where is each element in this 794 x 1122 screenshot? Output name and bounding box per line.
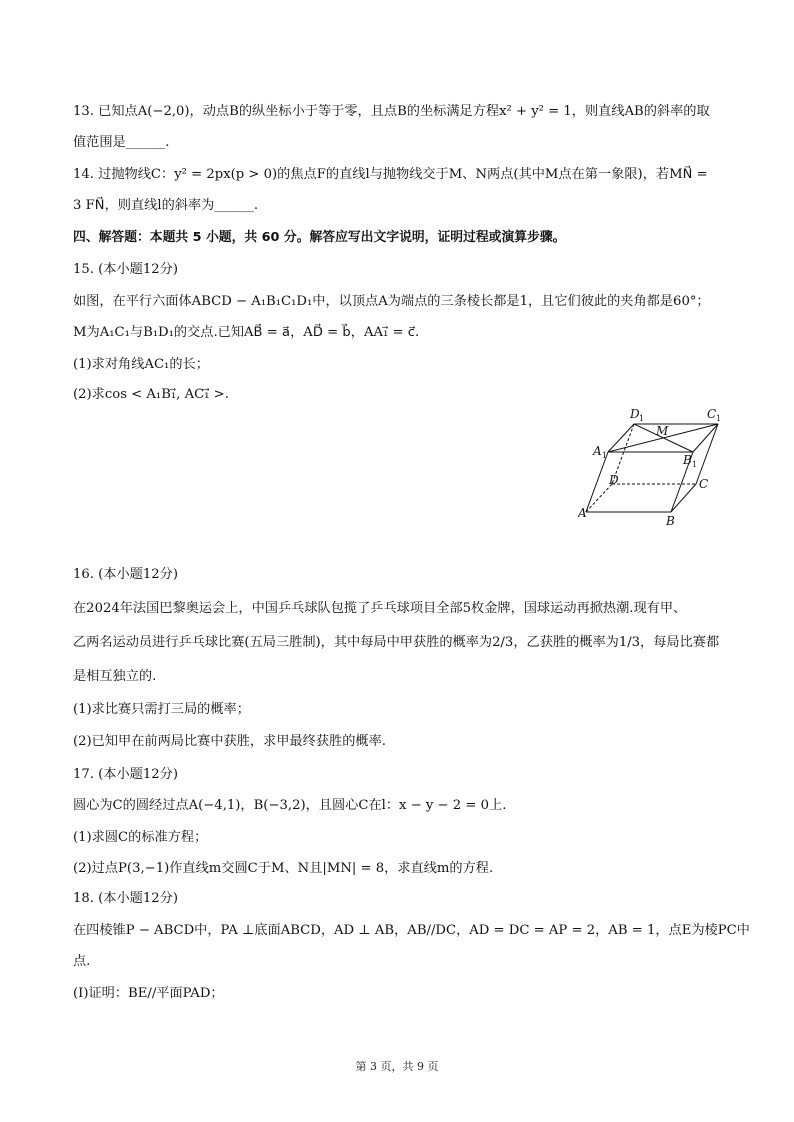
label-m: M	[656, 424, 669, 438]
page-footer: 第 3 页，共 9 页	[355, 1060, 439, 1073]
q15-line1: 如图，在平行六面体ABCD − A₁B₁C₁D₁中，以顶点A为端点的三条棱长都是1，且它们彼此的夹角都是60°；	[73, 294, 710, 309]
label-c1: C	[707, 407, 717, 421]
q18-line1: 在四棱锥P − ABCD中，PA ⊥底面ABCD，AD ⊥ AB，AB//DC，AD = DC = AP = 2，AB = 1，点E为棱PC中	[73, 923, 750, 938]
q18-title: 18. (本小题12分)	[73, 891, 178, 906]
q14-line2: 3 FN⃗，则直线l的斜率为______.	[73, 198, 259, 213]
q13-line1: 13. 已知点A(−2,0)，动点B的纵坐标小于等于零，且点B的坐标满足方程x² + y² = 1，则直线AB的斜率的取	[73, 104, 710, 119]
q15-part2: (2)求cos < A₁B₁⃗, AC₁⃗ >.	[73, 387, 229, 402]
edge-bc	[671, 484, 696, 512]
section-heading: 四、解答题：本题共 5 小题，共 60 分。解答应写出文字说明，证明过程或演算步骤。	[73, 230, 566, 245]
q15-part1: (1)求对角线AC₁的长；	[73, 357, 209, 372]
label-d1: D	[630, 407, 640, 421]
q14-line1: 14. 过抛物线C：y² = 2px(p > 0)的焦点F的直线l与抛物线交于M、N两点(其中M点在第一象限)，若MN⃗ =	[73, 167, 708, 182]
q18-line2: 点.	[73, 954, 91, 969]
q16-title: 16. (本小题12分)	[73, 567, 178, 582]
q16-line1: 在2024年法国巴黎奥运会上，中国乒乓球队包揽了乒乓球项目全部5枚金牌，国球运动再掀热潮.现有甲、	[73, 601, 687, 616]
edge-ad-hidden	[586, 484, 612, 512]
q16-line3: 是相互独立的.	[73, 669, 157, 684]
q16-line2: 乙两名运动员进行乒乓球比赛(五局三胜制)，其中每局中甲获胜的概率为2/3，乙获胜的概率为1/3，每局比赛都	[73, 635, 720, 650]
edge-c1c	[696, 424, 718, 484]
q15-title: 15. (本小题12分)	[73, 262, 178, 277]
parallelepiped-figure	[578, 402, 728, 530]
q16-part2: (2)已知甲在前两局比赛中获胜，求甲最终获胜的概率.	[73, 734, 386, 749]
svg-text:1: 1	[639, 414, 645, 423]
label-d: D	[609, 473, 619, 487]
q17-part2: (2)过点P(3,−1)作直线m交圆C于M、N且|MN| = 8，求直线m的方程.	[73, 861, 494, 876]
q18-part1: (I)证明：BE//平面PAD；	[73, 986, 224, 1001]
edge-a1a	[586, 452, 608, 512]
q16-part1: (1)求比赛只需打三局的概率；	[73, 702, 250, 717]
edge-c1b1	[693, 424, 718, 452]
q13-line2: 值范围是______.	[73, 135, 170, 150]
edge-d1a1	[608, 424, 634, 452]
label-b: B	[666, 514, 675, 528]
label-c: C	[699, 477, 709, 491]
q17-title: 17. (本小题12分)	[73, 767, 178, 782]
label-a: A	[578, 506, 587, 520]
svg-text:1: 1	[692, 460, 698, 469]
label-a1: A	[593, 444, 602, 458]
q15-line2: M为A₁C₁与B₁D₁的交点.已知AB⃗ = a⃗，AD⃗ = b⃗，AA₁⃗ = c⃗.	[73, 325, 420, 340]
svg-text:1: 1	[602, 451, 608, 460]
q17-line1: 圆心为C的圆经过点A(−4,1)，B(−3,2)，且圆心C在l：x − y − 2 = 0上.	[73, 798, 507, 813]
q17-part1: (1)求圆C的标准方程；	[73, 830, 208, 845]
label-b1: B	[683, 453, 692, 467]
svg-text:1: 1	[716, 414, 722, 423]
